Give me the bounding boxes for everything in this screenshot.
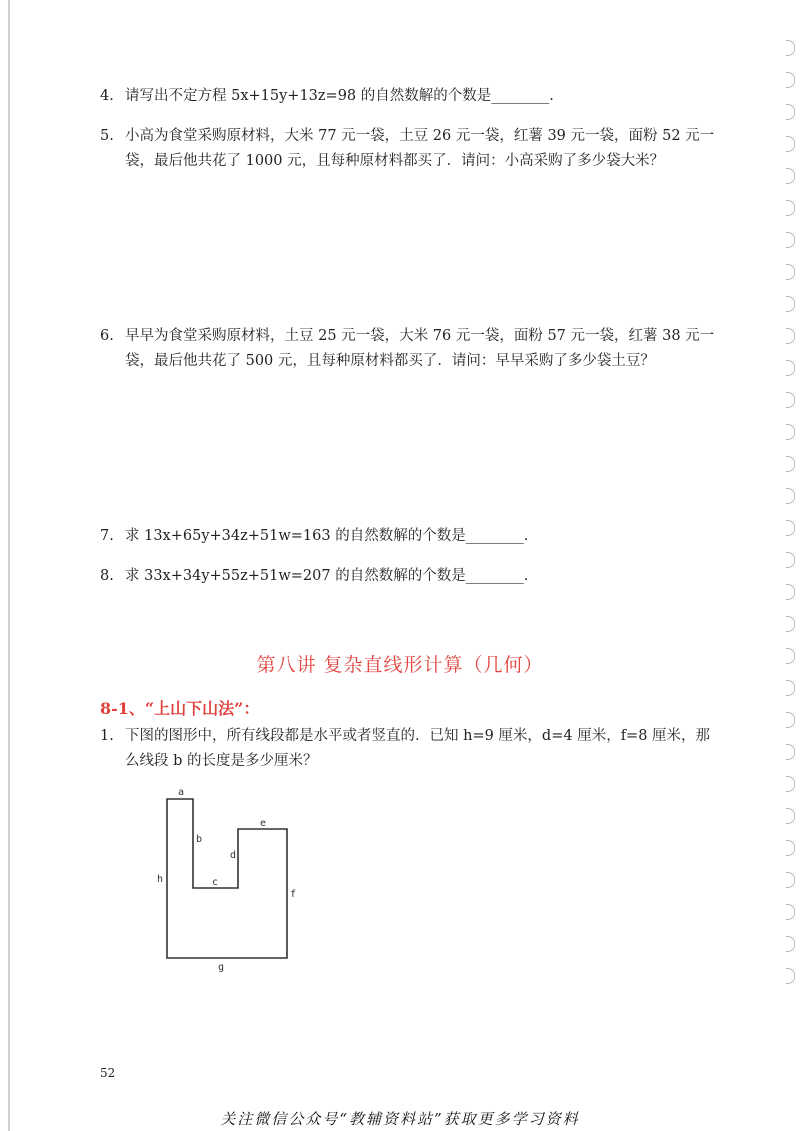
binder-ring bbox=[786, 744, 795, 760]
question-text: 请写出不定方程 5x+15y+13z=98 的自然数解的个数是________. bbox=[125, 88, 554, 104]
binder-ring bbox=[786, 168, 795, 184]
question-4 bbox=[100, 84, 720, 109]
page-number: 52 bbox=[100, 1066, 116, 1080]
geometry-figure bbox=[150, 784, 310, 984]
binder-ring bbox=[786, 712, 795, 728]
question-5 bbox=[100, 124, 720, 174]
question-7 bbox=[100, 524, 720, 549]
binder-ring bbox=[786, 40, 795, 56]
binder-ring bbox=[786, 488, 795, 504]
binder-ring bbox=[786, 872, 795, 888]
question-number: 1. bbox=[100, 728, 114, 744]
binder-ring bbox=[786, 456, 795, 472]
question-text: 早早为食堂采购原材料，土豆 25 元一袋，大米 76 元一袋，面粉 57 元一袋，红薯 38 元一袋，最后他共花了 500 元，且每种原材料都买了．请问：早早采购了多少袋土豆？ bbox=[125, 328, 715, 369]
question-number: 6. bbox=[100, 328, 114, 344]
question-6 bbox=[100, 324, 720, 374]
label-b: b bbox=[196, 834, 203, 845]
question-number: 8. bbox=[100, 568, 114, 584]
binder-ring bbox=[786, 136, 795, 152]
question-number: 7. bbox=[100, 528, 114, 544]
binder-ring bbox=[786, 104, 795, 120]
question-text: 求 13x+65y+34z+51w=163 的自然数解的个数是________. bbox=[125, 528, 529, 544]
left-margin-rule bbox=[8, 0, 10, 1131]
binder-ring bbox=[786, 360, 795, 376]
binder-ring bbox=[786, 200, 795, 216]
section-subtitle: 8-1、“上山下山法”： bbox=[100, 699, 260, 718]
question-text: 小高为食堂采购原材料，大米 77 元一袋，土豆 26 元一袋，红薯 39 元一袋，面粉 52 元一袋，最后他共花了 1000 元，且每种原材料都买了．请问：小高采购了多少袋大米？ bbox=[125, 128, 715, 169]
binder-ring bbox=[786, 552, 795, 568]
binder-ring bbox=[786, 840, 795, 856]
binder-ring bbox=[786, 392, 795, 408]
binder-ring bbox=[786, 72, 795, 88]
label-d: d bbox=[230, 850, 237, 861]
binder-ring bbox=[786, 328, 795, 344]
question-text: 求 33x+34y+55z+51w=207 的自然数解的个数是________. bbox=[125, 568, 529, 584]
label-e: e bbox=[260, 818, 267, 829]
binder-ring bbox=[786, 936, 795, 952]
label-h: h bbox=[157, 874, 164, 885]
geometry-problem-1 bbox=[100, 724, 720, 774]
question-text: 下图的图形中，所有线段都是水平或者竖直的．已知 h=9 厘米，d=4 厘米，f=8 厘米，那么线段 b 的长度是多少厘米？ bbox=[125, 728, 711, 769]
binder-ring bbox=[786, 232, 795, 248]
question-8 bbox=[100, 564, 720, 589]
binder-ring bbox=[786, 904, 795, 920]
section-title: 第八讲 复杂直线形计算（几何） bbox=[256, 654, 544, 676]
binder-ring bbox=[786, 296, 795, 312]
binder-ring bbox=[786, 616, 795, 632]
label-f: f bbox=[290, 889, 297, 900]
label-a: a bbox=[178, 787, 185, 798]
binder-ring bbox=[786, 808, 795, 824]
figure-outline bbox=[167, 799, 287, 958]
binder-ring bbox=[786, 968, 795, 984]
question-number: 4. bbox=[100, 88, 114, 104]
binder-ring bbox=[786, 264, 795, 280]
binder-rings bbox=[784, 40, 800, 1000]
footer-note: 关注微信公众号“教辅资料站”获取更多学习资料 bbox=[220, 1110, 580, 1128]
binder-ring bbox=[786, 584, 795, 600]
binder-ring bbox=[786, 776, 795, 792]
binder-ring bbox=[786, 520, 795, 536]
label-g: g bbox=[218, 962, 225, 973]
question-number: 5. bbox=[100, 128, 114, 144]
label-c: c bbox=[212, 877, 219, 888]
binder-ring bbox=[786, 680, 795, 696]
binder-ring bbox=[786, 424, 795, 440]
